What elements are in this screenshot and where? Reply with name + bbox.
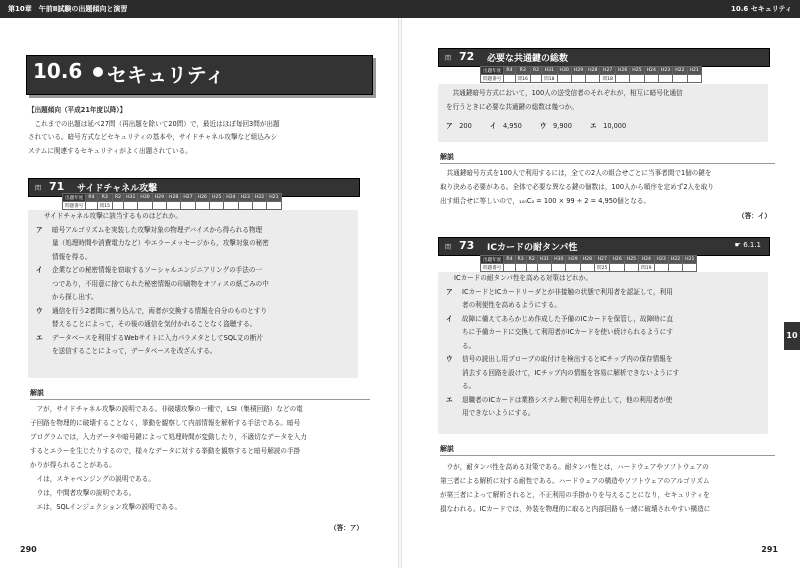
option-a bbox=[446, 286, 768, 313]
question-box bbox=[438, 272, 768, 434]
option-line: 消去する回路を設けて，ICチップ内の情報を容易に解析できないようにす bbox=[462, 368, 680, 377]
explanation-line: するとエラーを生じたりするので，様々なデータに対する挙動を観察すると暗号解読の手掛 bbox=[30, 447, 301, 455]
year-cell: H31 bbox=[537, 256, 551, 264]
row-cell bbox=[673, 75, 687, 83]
question-stem: ICカードの耐タンパ性を高める対策はどれか。 bbox=[454, 274, 592, 282]
explanation-body bbox=[440, 460, 785, 516]
question-number: 71 bbox=[49, 180, 65, 193]
explanation-heading: 解説 bbox=[30, 389, 44, 397]
explanation-heading: 解説 bbox=[440, 153, 454, 161]
row-cell: 問16 bbox=[515, 75, 530, 83]
question-stem: サイドチャネル攻撃に該当するものはどれか。 bbox=[44, 212, 182, 220]
row-cell bbox=[630, 75, 644, 83]
choice-a bbox=[446, 120, 472, 134]
row-cell: 問19 bbox=[639, 264, 654, 272]
row-cell bbox=[209, 202, 223, 210]
choice-row bbox=[446, 120, 768, 134]
trend-line: これまでの出題は延べ27問（再出題を除いて20問）で，最近はほぼ毎回3問が出題 bbox=[28, 119, 280, 128]
row-cell: 問25 bbox=[595, 264, 610, 272]
explanation-rule bbox=[30, 399, 370, 400]
option-u bbox=[446, 353, 768, 394]
question-header bbox=[438, 48, 770, 67]
option-line: データベースを利用するWebサイトに入力パラメタとしてSQL文の断片 bbox=[52, 333, 264, 342]
year-cell: H30 bbox=[552, 256, 566, 264]
row-cell bbox=[515, 264, 526, 272]
year-cell: H29 bbox=[571, 67, 585, 75]
explanation-line: 共通鍵暗号方式を100人で利用するには，全ての2人の組合せごとに当事者間で1個の鍵を bbox=[440, 169, 712, 177]
year-cell: H21 bbox=[267, 194, 281, 202]
option-i bbox=[446, 313, 768, 354]
option-key: イ bbox=[36, 266, 43, 274]
option-i bbox=[36, 264, 358, 305]
explanation-line: エは，SQLインジェクション攻撃の説明である。 bbox=[30, 503, 182, 511]
question-title: 必要な共通鍵の総数 bbox=[487, 54, 569, 64]
row-cell bbox=[224, 202, 238, 210]
option-e bbox=[446, 394, 768, 421]
explanation-line: ウは，中間者攻撃の説明である。 bbox=[30, 489, 136, 497]
year-cell: R3 bbox=[515, 67, 530, 75]
right-page bbox=[400, 0, 800, 568]
year-cell: H24 bbox=[644, 67, 658, 75]
option-key: エ bbox=[446, 395, 453, 404]
year-cell: H23 bbox=[654, 256, 668, 264]
option-line: 情報を得る。 bbox=[52, 252, 92, 261]
option-line: ちに予備カードに交換して利用者がICカードを使い続けられるようにす bbox=[462, 328, 673, 336]
option-line: から探し出す。 bbox=[52, 293, 98, 301]
answer-label: （答：イ） bbox=[738, 212, 771, 220]
row-cell bbox=[610, 264, 624, 272]
option-line: 替えることによって，その後の通信を気付かれることなく盗聴する。 bbox=[52, 320, 257, 328]
row-cell bbox=[586, 75, 600, 83]
row-cell bbox=[252, 202, 266, 210]
question-number: 73 bbox=[459, 239, 475, 252]
year-header-label: 出題年度 bbox=[63, 194, 86, 202]
option-key: ア bbox=[446, 287, 453, 296]
year-cell: H26 bbox=[615, 67, 629, 75]
option-key: ア bbox=[36, 225, 43, 234]
year-cell: H29 bbox=[152, 194, 166, 202]
year-cell: H26 bbox=[195, 194, 209, 202]
row-cell bbox=[152, 202, 166, 210]
chapter-tab: 10 bbox=[784, 322, 800, 350]
option-line: 通信を行う2者間に割り込んで，両者が交換する情報を自分のものとすり bbox=[52, 306, 268, 315]
option-line: る。 bbox=[462, 341, 476, 350]
explanation-line: アが，サイドチャネル攻撃の説明である。非破壊攻撃の一種で，LSI（集積回路）などの電 bbox=[30, 405, 303, 413]
explanation-line: 取り決める必要がある。全体で必要な異なる鍵の個数は，100人から順序を定めず2人を取り bbox=[440, 183, 714, 191]
explanation-body bbox=[440, 166, 785, 208]
year-cell: H30 bbox=[138, 194, 152, 202]
year-cell: H28 bbox=[167, 194, 181, 202]
year-cell: H22 bbox=[673, 67, 687, 75]
year-header-label: 出題年度 bbox=[481, 67, 504, 75]
option-key: ウ bbox=[36, 306, 43, 315]
choice-key: ア bbox=[446, 122, 453, 130]
trend-line: されている。暗号方式などセキュリティの基本や，サイドチャネル攻撃など組込みシ bbox=[28, 133, 278, 141]
row-label: 問題番号 bbox=[63, 202, 86, 210]
question-stem-line: 共通鍵暗号方式において，100人の送受信者のそれぞれが，相互に暗号化通信 bbox=[446, 89, 683, 97]
running-head: 第10章 午前Ⅱ試験の出題傾向と演習 bbox=[0, 0, 400, 18]
row-cell bbox=[238, 202, 252, 210]
question-title: ICカードの耐タンパ性 bbox=[487, 243, 578, 253]
running-head: 10.6 セキュリティ bbox=[400, 0, 800, 18]
year-cell: H29 bbox=[566, 256, 580, 264]
row-cell bbox=[668, 264, 682, 272]
explanation-heading: 解説 bbox=[440, 445, 454, 453]
row-cell bbox=[195, 202, 209, 210]
year-cell: R4 bbox=[86, 194, 97, 202]
row-cell bbox=[580, 264, 594, 272]
year-cell: H24 bbox=[639, 256, 654, 264]
row-cell bbox=[566, 264, 580, 272]
choice-value: 200 bbox=[459, 122, 472, 130]
year-cell: H24 bbox=[224, 194, 238, 202]
question-box bbox=[28, 210, 358, 378]
row-cell bbox=[687, 75, 701, 83]
explanation-line: 出す組合せに等しいので，₁₀₀C₂ = 100 × 99 ÷ 2 = 4,950個となる。 bbox=[440, 197, 651, 205]
choice-u bbox=[540, 120, 572, 134]
year-cell: H27 bbox=[595, 256, 610, 264]
choice-value: 4,950 bbox=[502, 122, 522, 130]
option-line: 量（処理時間や消費電力など）やエラーメッセージから，攻撃対象の秘密 bbox=[52, 239, 269, 247]
option-line: 信号の読出し用プローブの取付けを検出するとICチップ内の保存情報を bbox=[462, 355, 673, 363]
choice-value: 9,900 bbox=[553, 122, 572, 130]
row-cell bbox=[615, 75, 629, 83]
option-line: 故障に備えてあらかじめ作成した予備のICカードを保管し，故障時に直 bbox=[462, 314, 673, 323]
option-line: 退職者のICカードは業務システム側で利用を停止して，他の利用者が使 bbox=[462, 395, 673, 404]
choice-value: 10,000 bbox=[603, 122, 627, 130]
section-title-bar bbox=[26, 55, 373, 95]
row-cell bbox=[624, 264, 638, 272]
row-cell bbox=[504, 264, 515, 272]
option-line: つであり，不用意に捨てられた秘密情報の印刷物をオフィスの紙ごみの中 bbox=[52, 279, 269, 288]
year-cell: H30 bbox=[557, 67, 571, 75]
explanation-line: が第三者によって解析されると，不正利用の手掛かりを与えることになり，セキュリティを bbox=[440, 491, 710, 499]
year-cell: R2 bbox=[530, 67, 541, 75]
syllabus-tag: ☛ 6.1.1 bbox=[734, 241, 761, 249]
section-title: セキュリティ bbox=[107, 63, 225, 87]
exam-year-table bbox=[480, 255, 697, 272]
explanation-line: ウが，耐タンパ性を高める対策である。耐タンパ性とは，ハードウェアやソフトウェアの bbox=[440, 463, 709, 471]
answer-label: （答：ア） bbox=[330, 524, 363, 532]
year-cell: R2 bbox=[112, 194, 123, 202]
explanation-rule bbox=[440, 163, 775, 164]
trend-block bbox=[28, 104, 373, 158]
year-cell: R3 bbox=[97, 194, 112, 202]
row-cell bbox=[267, 202, 281, 210]
option-key: エ bbox=[36, 333, 43, 342]
option-line: を送信することによって，データベースを改ざんする。 bbox=[52, 347, 217, 355]
page-number: 291 bbox=[761, 545, 778, 554]
row-cell bbox=[124, 202, 138, 210]
question-box bbox=[438, 84, 768, 142]
row-cell: 問18 bbox=[542, 75, 557, 83]
choice-key: ウ bbox=[539, 122, 547, 130]
row-cell bbox=[658, 75, 672, 83]
question-header bbox=[438, 237, 770, 256]
option-line: る。 bbox=[462, 382, 476, 390]
syllabus-tag-number: 6.1.1 bbox=[743, 241, 761, 249]
question-stem-line: を行うときに必要な共通鍵の総数は幾つか。 bbox=[446, 102, 578, 111]
year-cell: R2 bbox=[526, 256, 537, 264]
section-number: 10.6 bbox=[33, 59, 83, 83]
year-header-label: 出題年度 bbox=[481, 256, 504, 264]
row-cell bbox=[537, 264, 551, 272]
question-number: 72 bbox=[459, 50, 475, 63]
choice-e bbox=[590, 120, 626, 134]
year-cell: R3 bbox=[515, 256, 526, 264]
year-cell: H23 bbox=[238, 194, 252, 202]
row-cell bbox=[557, 75, 571, 83]
row-cell bbox=[552, 264, 566, 272]
row-cell bbox=[167, 202, 181, 210]
explanation-line: 子回路を物理的に破壊することなく，挙動を観察して内部情報を解析する手法である。暗号 bbox=[30, 419, 301, 427]
question-title: サイドチャネル攻撃 bbox=[77, 184, 158, 194]
row-label: 問題番号 bbox=[481, 75, 504, 83]
question-mark: 問 bbox=[35, 185, 42, 192]
year-cell: H27 bbox=[181, 194, 195, 202]
option-a bbox=[36, 224, 358, 265]
year-cell: H27 bbox=[600, 67, 615, 75]
row-cell bbox=[112, 202, 123, 210]
trend-heading: 【出題傾向（平成21年度以降）】 bbox=[28, 106, 127, 114]
explanation-rule bbox=[440, 455, 775, 456]
year-cell: H31 bbox=[542, 67, 557, 75]
option-key: イ bbox=[446, 314, 453, 323]
row-cell bbox=[644, 75, 658, 83]
row-cell: 問15 bbox=[97, 202, 112, 210]
bullet-dot bbox=[93, 67, 103, 77]
explanation-line: 第三者による解析に対する耐性である。ハードウェアの構造やソフトウェアのアルゴリズム bbox=[440, 477, 710, 485]
row-label: 問題番号 bbox=[481, 264, 504, 272]
row-cell bbox=[504, 75, 515, 83]
year-cell: H23 bbox=[658, 67, 672, 75]
year-cell: R4 bbox=[504, 256, 515, 264]
row-cell bbox=[683, 264, 697, 272]
page-number: 290 bbox=[20, 545, 37, 554]
question-mark: 問 bbox=[445, 244, 452, 251]
year-cell: H21 bbox=[683, 256, 697, 264]
explanation-line: かりが得られることがある。 bbox=[30, 461, 116, 469]
explanation-body bbox=[30, 402, 375, 514]
row-cell bbox=[571, 75, 585, 83]
option-line: 暗号アルゴリズムを実装した攻撃対象の物理デバイスから得られる物理 bbox=[52, 225, 263, 234]
option-line: 者の利便性を高めるようにする。 bbox=[462, 301, 561, 309]
year-cell: H25 bbox=[630, 67, 644, 75]
option-line: 用できないようにする。 bbox=[462, 409, 535, 417]
choice-i bbox=[490, 120, 522, 134]
exam-year-table bbox=[480, 66, 702, 83]
row-cell bbox=[526, 264, 537, 272]
year-cell: H28 bbox=[586, 67, 600, 75]
year-cell: H31 bbox=[124, 194, 138, 202]
row-cell bbox=[530, 75, 541, 83]
option-key: ウ bbox=[446, 355, 453, 363]
year-cell: R4 bbox=[504, 67, 515, 75]
explanation-line: 損なわれる。ICカードでは，外装を物理的に取ると内部回路も一緒に破壊されやすい構造に bbox=[440, 505, 711, 513]
row-cell bbox=[86, 202, 97, 210]
row-cell bbox=[181, 202, 195, 210]
year-cell: H22 bbox=[252, 194, 266, 202]
year-cell: H28 bbox=[580, 256, 594, 264]
explanation-line: イは，スキャベンジングの説明である。 bbox=[30, 475, 155, 483]
option-line: 企業などの秘密情報を窃取するソーシャルエンジニアリングの手法の一 bbox=[52, 266, 263, 274]
question-mark: 問 bbox=[445, 55, 452, 62]
year-cell: H26 bbox=[610, 256, 624, 264]
option-line: ICカードとICカードリーダとが非接触の状態で利用者を認証して，利用 bbox=[462, 287, 673, 296]
choice-key: イ bbox=[489, 122, 497, 130]
exam-year-table bbox=[62, 193, 282, 210]
year-cell: H22 bbox=[668, 256, 682, 264]
choice-key: エ bbox=[589, 122, 597, 130]
year-cell: H21 bbox=[687, 67, 701, 75]
explanation-line: プログラムでは，入力データや暗号鍵によって処理時間が変動したり，不適切なデータを入力 bbox=[30, 433, 307, 441]
row-cell bbox=[654, 264, 668, 272]
year-cell: H25 bbox=[209, 194, 223, 202]
row-cell bbox=[138, 202, 152, 210]
trend-line: ステムに関連するセキュリティがよく出題されている。 bbox=[28, 146, 192, 155]
year-cell: H25 bbox=[624, 256, 638, 264]
row-cell: 問18 bbox=[600, 75, 615, 83]
option-e bbox=[36, 332, 358, 359]
option-u bbox=[36, 305, 358, 332]
